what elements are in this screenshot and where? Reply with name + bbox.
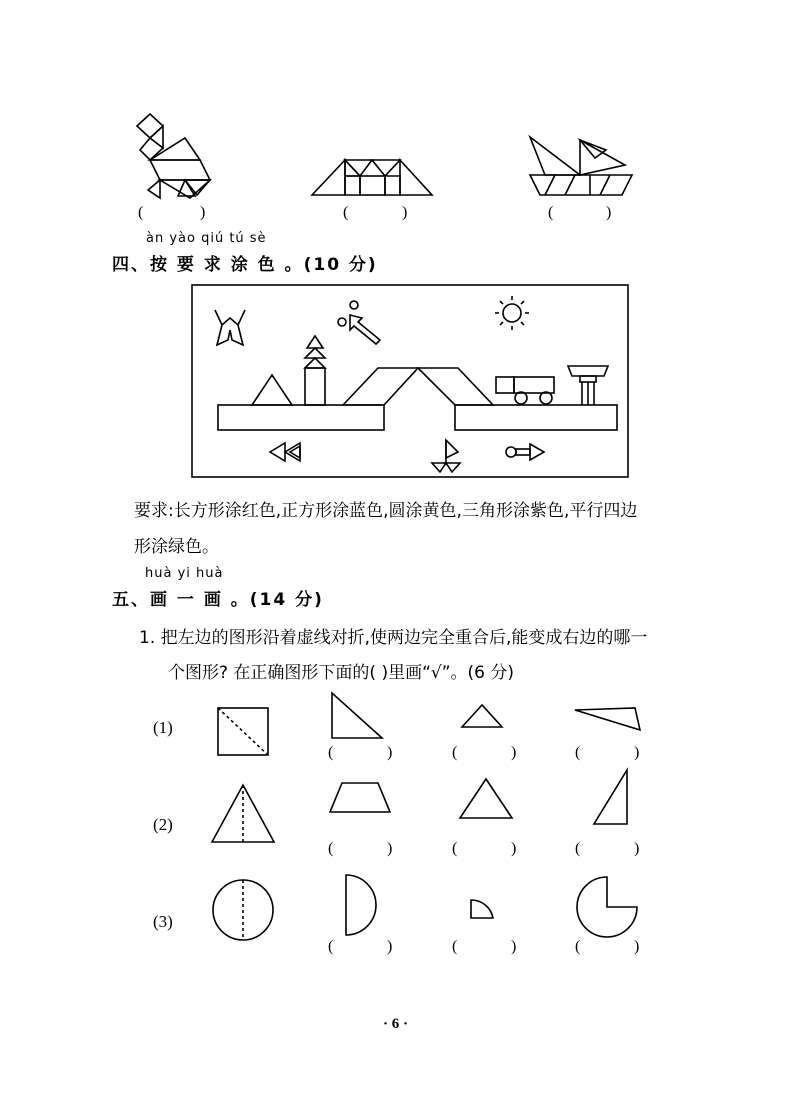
question1-line1: 1. 把左边的图形沿着虚线对折,使两边完全重合后,能变成右边的哪一 [139,628,648,648]
answer-paren-left: ( [328,840,334,857]
section4-pinyin: àn yào qiú tú sè [146,231,267,246]
answer-paren-left: ( [328,744,334,761]
answer-paren-left: ( [452,840,458,857]
answer-paren-right: ) [200,204,206,221]
answer-paren-left: ( [548,204,554,221]
answer-paren-right: ) [634,744,640,761]
section5-pinyin: huà yi huà [145,566,224,581]
answer-paren-right: ) [634,938,640,955]
answer-paren-right: ) [387,840,393,857]
question1-line2: 个图形? 在正确图形下面的( )里画“√”。(6 分) [168,663,515,683]
requirement-line1: 要求:长方形涂红色,正方形涂蓝色,圆涂黄色,三角形涂紫色,平行四边 [134,501,638,521]
answer-paren-left: ( [343,204,349,221]
answer-paren-right: ) [511,840,517,857]
section4-title: 四、按 要 求 涂 色 。(10 分) [112,255,378,275]
row-label-2: (2) [153,815,173,834]
answer-paren-left: ( [452,938,458,955]
requirement-line2: 形涂绿色。 [134,537,219,557]
answer-paren-right: ) [511,938,517,955]
section5-title: 五、画 一 画 。(14 分) [112,590,324,610]
answer-paren-right: ) [387,744,393,761]
answer-paren-right: ) [606,204,612,221]
answer-paren-left: ( [575,938,581,955]
row-label-1: (1) [153,718,173,737]
answer-paren-right: ) [402,204,408,221]
answer-paren-right: ) [634,840,640,857]
page-number: · 6 · [383,1016,409,1032]
answer-paren-right: ) [387,938,393,955]
answer-paren-left: ( [138,204,144,221]
answer-paren-left: ( [328,938,334,955]
answer-paren-left: ( [452,744,458,761]
answer-paren-left: ( [575,744,581,761]
answer-paren-left: ( [575,840,581,857]
answer-paren-right: ) [511,744,517,761]
row-label-3: (3) [153,912,173,931]
